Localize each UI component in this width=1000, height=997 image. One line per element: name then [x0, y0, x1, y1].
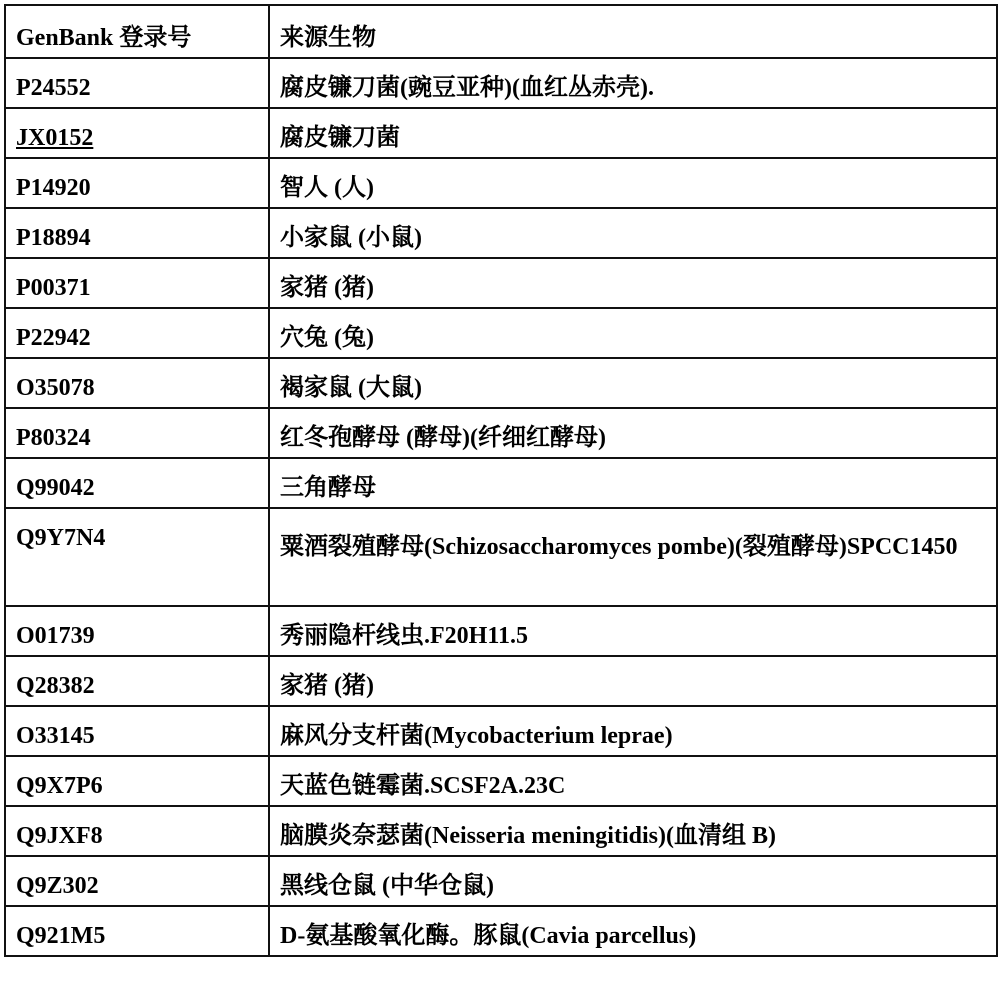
table-row [5, 906, 997, 956]
organism-cell: 智人 (人) [269, 158, 997, 208]
organism-cell: 腐皮镰刀菌 [269, 108, 997, 158]
table-row [5, 656, 997, 706]
organism-cell: 粟酒裂殖酵母(Schizosaccharomyces pombe)(裂殖酵母)SPCC1450 [269, 508, 997, 606]
table-row [5, 208, 997, 258]
organism-cell: 天蓝色链霉菌.SCSF2A.23C [269, 756, 997, 806]
organism-cell: 褐家鼠 (大鼠) [269, 358, 997, 408]
table-row [5, 258, 997, 308]
accession-cell: P18894 [5, 208, 269, 258]
table-row [5, 308, 997, 358]
organism-cell: 麻风分支杆菌(Mycobacterium leprae) [269, 706, 997, 756]
organism-cell: 脑膜炎奈瑟菌(Neisseria meningitidis)(血清组 B) [269, 806, 997, 856]
table-row [5, 508, 997, 606]
table-row [5, 458, 997, 508]
accession-cell: Q9Z302 [5, 856, 269, 906]
organism-cell: 小家鼠 (小鼠) [269, 208, 997, 258]
organism-cell: 秀丽隐杆线虫.F20H11.5 [269, 606, 997, 656]
table-row [5, 158, 997, 208]
table-row [5, 408, 997, 458]
header-organism: 来源生物 [269, 5, 997, 58]
accession-cell: P24552 [5, 58, 269, 108]
accession-cell: O01739 [5, 606, 269, 656]
accession-cell: Q9JXF8 [5, 806, 269, 856]
genbank-organism-table [4, 4, 998, 957]
accession-cell: O33145 [5, 706, 269, 756]
organism-cell: 家猪 (猪) [269, 258, 997, 308]
organism-cell: 红冬孢酵母 (酵母)(纤细红酵母) [269, 408, 997, 458]
table-row [5, 606, 997, 656]
organism-cell: 家猪 (猪) [269, 656, 997, 706]
organism-cell: 穴兔 (兔) [269, 308, 997, 358]
table-row [5, 706, 997, 756]
accession-cell: Q9Y7N4 [5, 508, 269, 606]
table-row [5, 358, 997, 408]
table-row [5, 856, 997, 906]
accession-cell: Q9X7P6 [5, 756, 269, 806]
table-row [5, 806, 997, 856]
accession-cell: Q99042 [5, 458, 269, 508]
accession-cell: Q28382 [5, 656, 269, 706]
accession-cell: P80324 [5, 408, 269, 458]
accession-cell: P22942 [5, 308, 269, 358]
table-row [5, 58, 997, 108]
table-header-row [5, 5, 997, 58]
accession-cell: P00371 [5, 258, 269, 308]
organism-cell: D-氨基酸氧化酶。豚鼠(Cavia parcellus) [269, 906, 997, 956]
organism-cell: 三角酵母 [269, 458, 997, 508]
organism-cell: 腐皮镰刀菌(豌豆亚种)(血红丛赤壳). [269, 58, 997, 108]
header-accession: GenBank 登录号 [5, 5, 269, 58]
table-row [5, 756, 997, 806]
accession-cell: JX0152 [5, 108, 269, 158]
accession-cell: Q921M5 [5, 906, 269, 956]
organism-cell: 黑线仓鼠 (中华仓鼠) [269, 856, 997, 906]
accession-cell: P14920 [5, 158, 269, 208]
accession-cell: O35078 [5, 358, 269, 408]
table-row [5, 108, 997, 158]
